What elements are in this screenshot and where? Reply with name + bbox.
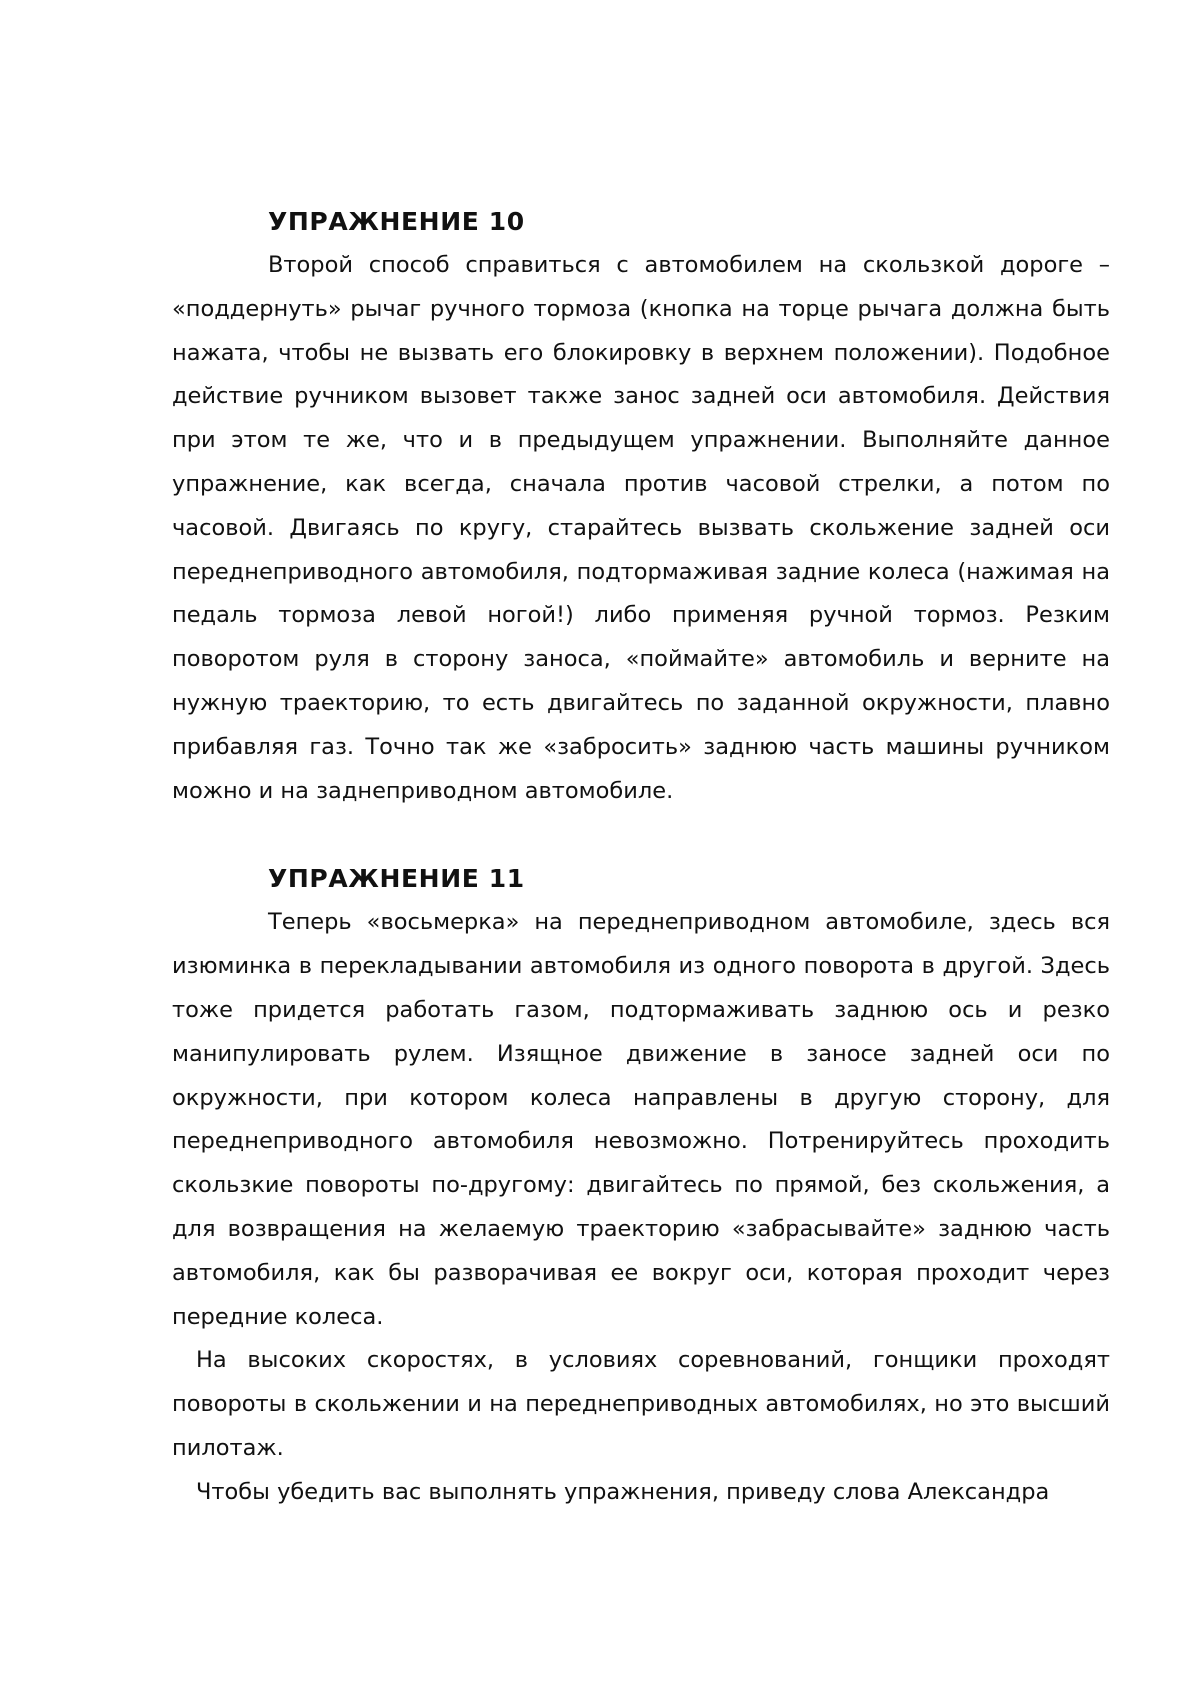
section-exercise-10 xyxy=(172,200,1110,813)
section-heading: УПРАЖНЕНИЕ 10 xyxy=(268,207,525,236)
paragraph: На высоких скоростях, в условиях соревнований, гонщики проходят повороты в скольжении и на переднеприводных автомобилях, но это высший пилотаж. xyxy=(172,1347,1110,1461)
section-exercise-11 xyxy=(172,857,1110,1514)
paragraph: Чтобы убедить вас выполнять упражнения, приведу слова Александра xyxy=(196,1478,1050,1505)
paragraph: Теперь «восьмерка» на переднеприводном автомобиле, здесь вся изюминка в перекладывании автомобиля из одного поворота в другой. Здесь тоже придется работать газом, подтормаживать заднюю ось и резко манипулировать рулем. Изящное движение в заносе задней оси по окружности, при котором колеса направлены в другую сторону, для переднеприводного автомобиля невозможно. Потренируйтесь проходить скользкие повороты по-другому: двигайтесь по прямой, без скольжения, а для возвращения на желаемую траекторию «забрасывайте» заднюю часть автомобиля, как бы разворачивая ее вокруг оси, которая проходит через передние колеса. xyxy=(172,909,1110,1330)
paragraph: Второй способ справиться с автомобилем на скользкой дороге – «поддернуть» рычаг ручного тормоза (кнопка на торце рычага должна быть нажата, чтобы не вызвать его блокировку в верхнем положении). Подобное действие ручником вызовет также занос задней оси автомобиля. Действия при этом те же, что и в предыдущем упражнении. Выполняйте данное упражнение, как всегда, сначала против часовой стрелки, а потом по часовой. Двигаясь по кругу, старайтесь вызвать скольжение задней оси переднеприводного автомобиля, подтормаживая задние колеса (нажимая на педаль тормоза левой ногой!) либо применяя ручной тормоз. Резким поворотом руля в сторону заноса, «поймайте» автомобиль и верните на нужную траекторию, то есть двигайтесь по заданной окружности, плавно прибавляя газ. Точно так же «забросить» заднюю часть машины ручником можно и на заднеприводном автомобиле. xyxy=(172,252,1110,804)
section-heading: УПРАЖНЕНИЕ 11 xyxy=(268,864,525,894)
document-page xyxy=(172,200,1110,1515)
